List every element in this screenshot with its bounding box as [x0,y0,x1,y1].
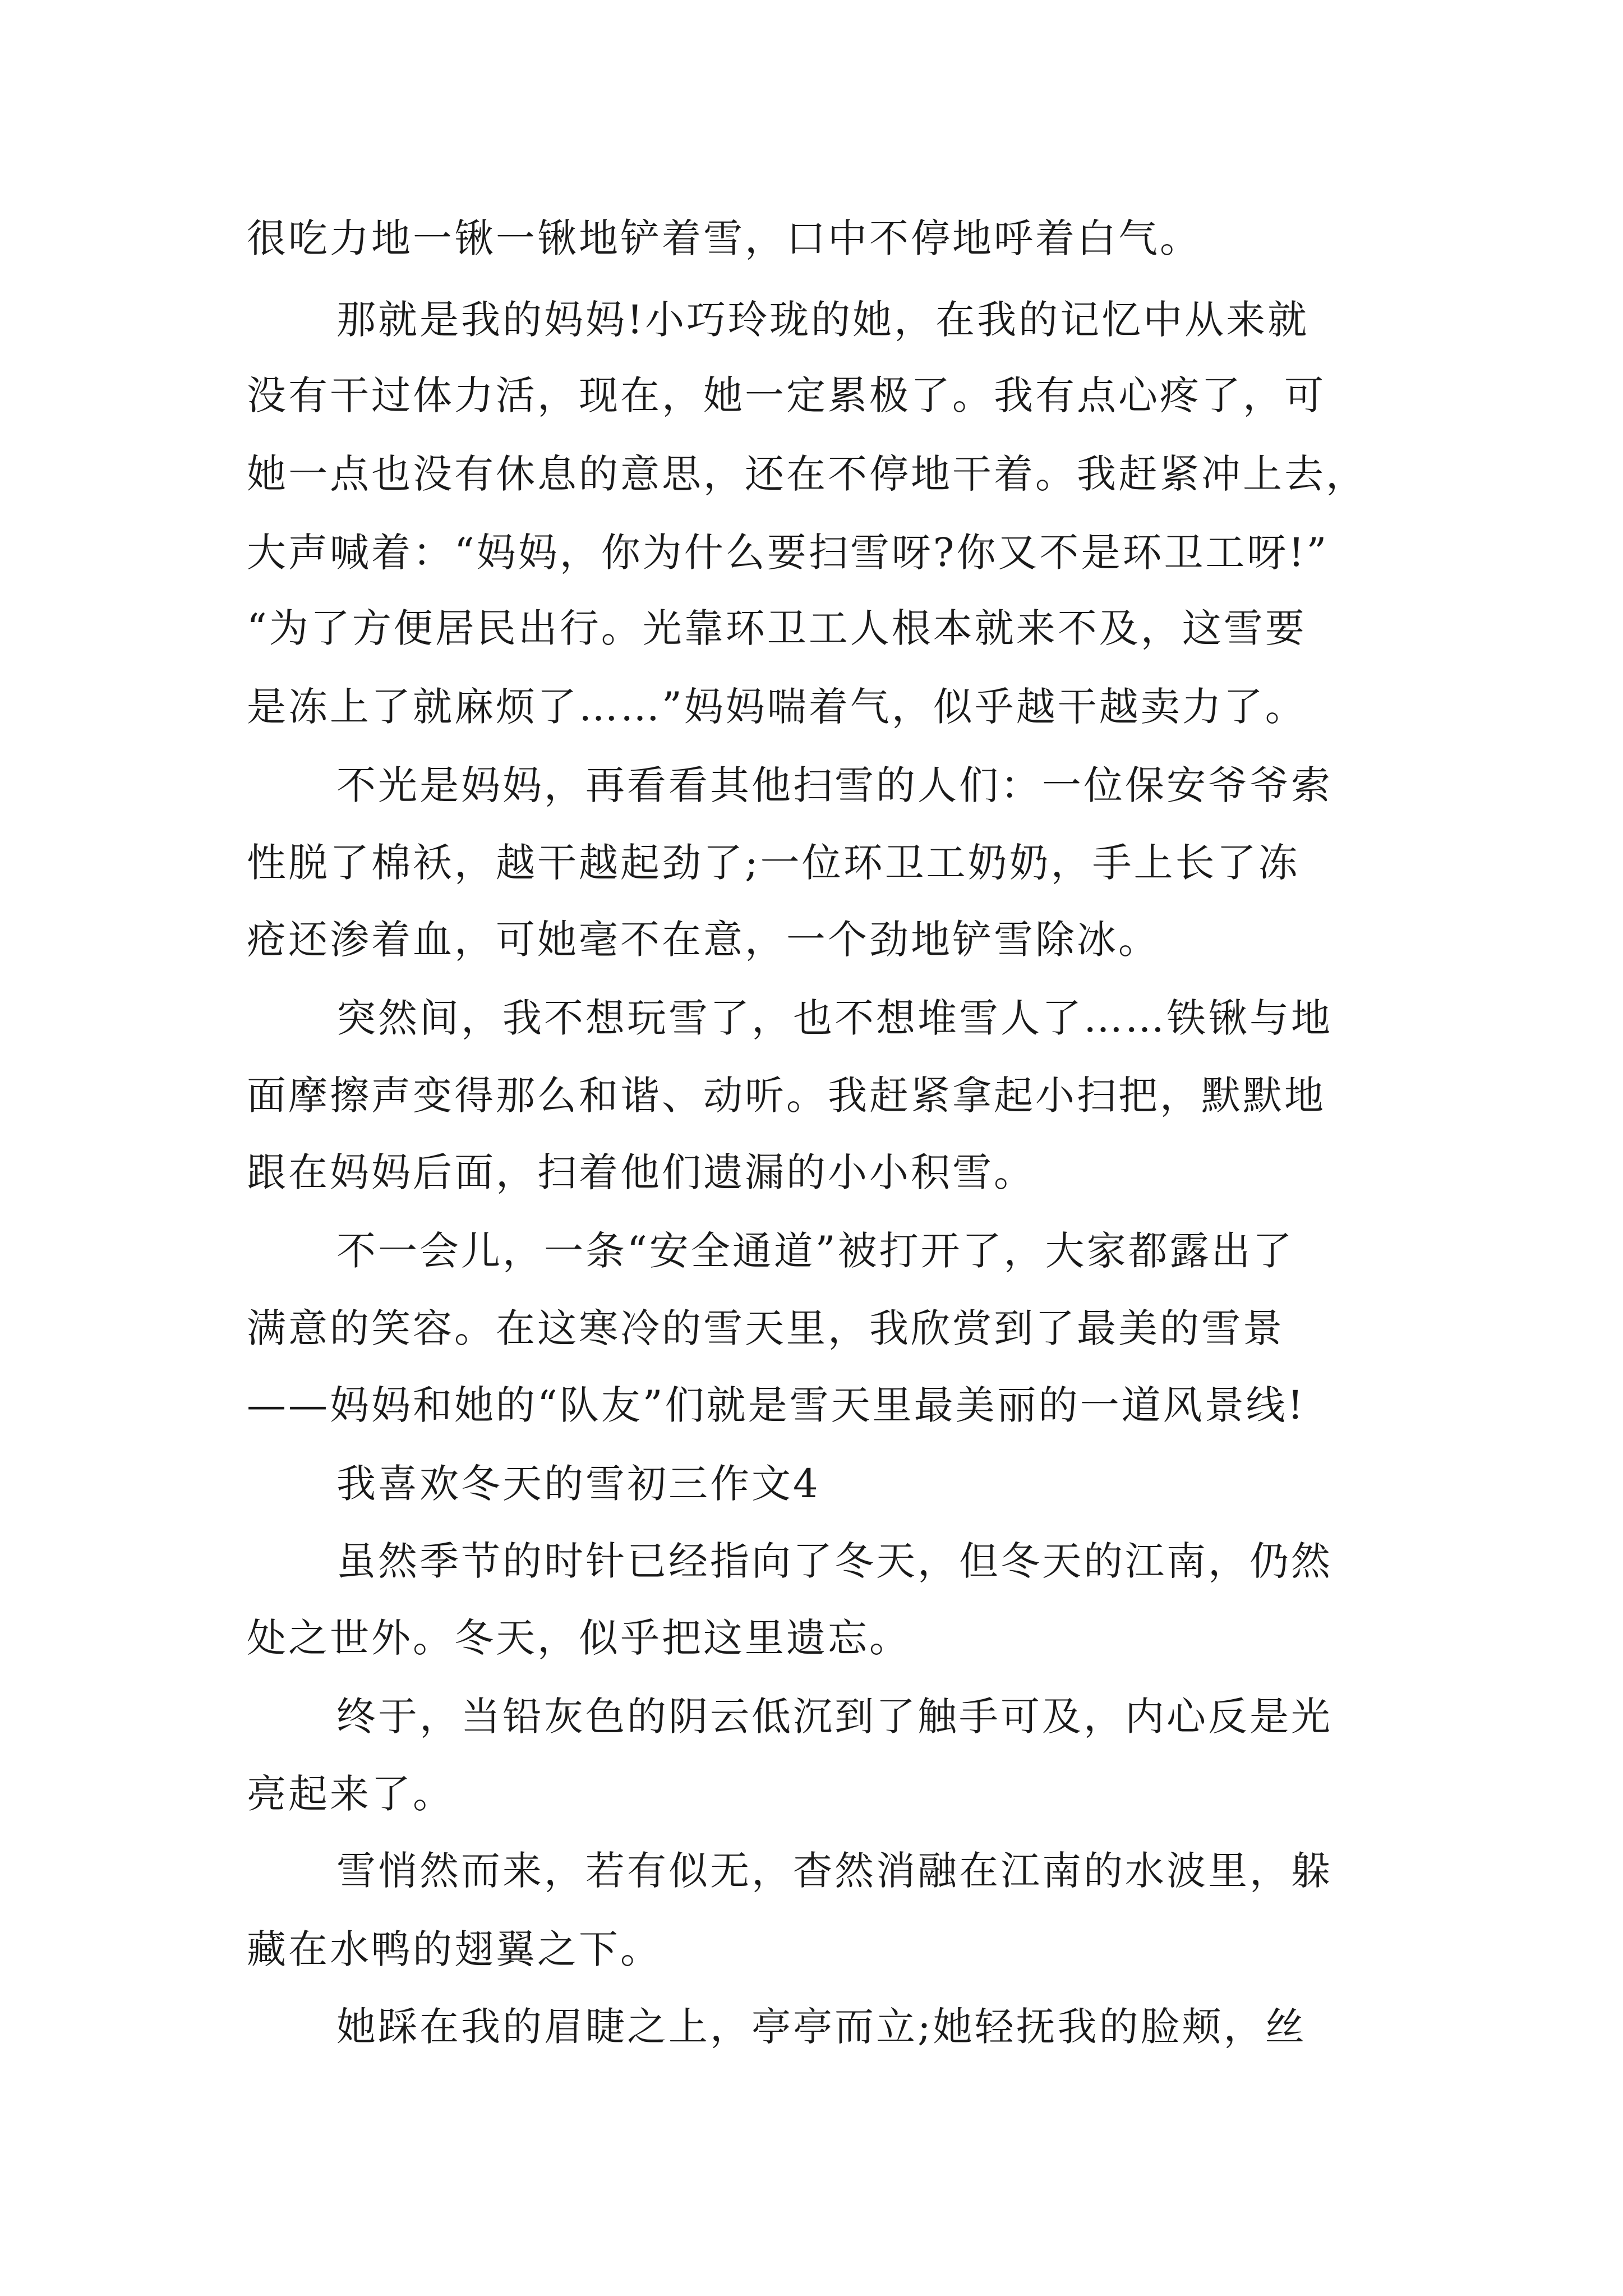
text-line: 满意的笑容。在这寒冷的雪天里，我欣赏到了最美的雪景 [247,1305,1284,1351]
text-line: 是冻上了就麻烦了……”妈妈喘着气，似乎越干越卖力了。 [247,684,1307,730]
text-line: 跟在妈妈后面，扫着他们遗漏的小小积雪。 [247,1149,1035,1195]
text-line: 不光是妈妈，再看看其他扫雪的人们：一位保安爷爷索 [336,762,1332,808]
text-line: 面摩擦声变得那么和谐、动听。我赶紧拿起小扫把，默默地 [247,1073,1326,1119]
text-line: 雪悄然而来，若有似无，杳然消融在江南的水波里，躲 [336,1848,1332,1894]
text-line: 大声喊着：“妈妈，你为什么要扫雪呀?你又不是环卫工呀!” [247,530,1329,576]
text-line: 终于，当铅灰色的阴云低沉到了触手可及，内心反是光 [336,1694,1332,1740]
text-line: 那就是我的妈妈!小巧玲珑的她，在我的记忆中从来就 [336,297,1310,343]
text-line: “为了方便居民出行。光靠环卫工人根本就来不及，这雪要 [247,605,1307,651]
text-line: 藏在水鸭的翅翼之下。 [247,1926,662,1972]
text-line: 疮还渗着血，可她毫不在意，一个劲地铲雪除冰。 [247,917,1160,963]
text-line: 处之世外。冬天，似乎把这里遗忘。 [247,1615,911,1661]
text-line: 亮起来了。 [247,1771,454,1817]
text-line: 她一点也没有休息的意思，还在不停地干着。我赶紧冲上去， [247,451,1367,497]
text-line: 她踩在我的眉睫之上，亭亭而立;她轻抚我的脸颊，丝 [336,2004,1307,2050]
text-line: 没有干过体力活，现在，她一定累极了。我有点心疼了，可 [247,372,1326,418]
text-line: ——妈妈和她的“队友”们就是雪天里最美丽的一道风景线! [247,1382,1306,1428]
text-line: 虽然季节的时针已经指向了冬天，但冬天的江南，仍然 [336,1538,1332,1584]
text-line: 性脱了棉袄，越干越起劲了;一位环卫工奶奶，手上长了冻 [247,840,1300,886]
text-line: 不一会儿，一条“安全通道”被打开了，大家都露出了 [336,1228,1294,1274]
text-line: 突然间，我不想玩雪了，也不想堆雪人了……铁锹与地 [336,995,1332,1041]
section-heading: 我喜欢冬天的雪初三作文4 [336,1461,820,1507]
text-line: 很吃力地一锹一锹地铲着雪，口中不停地呼着白气。 [247,215,1201,261]
